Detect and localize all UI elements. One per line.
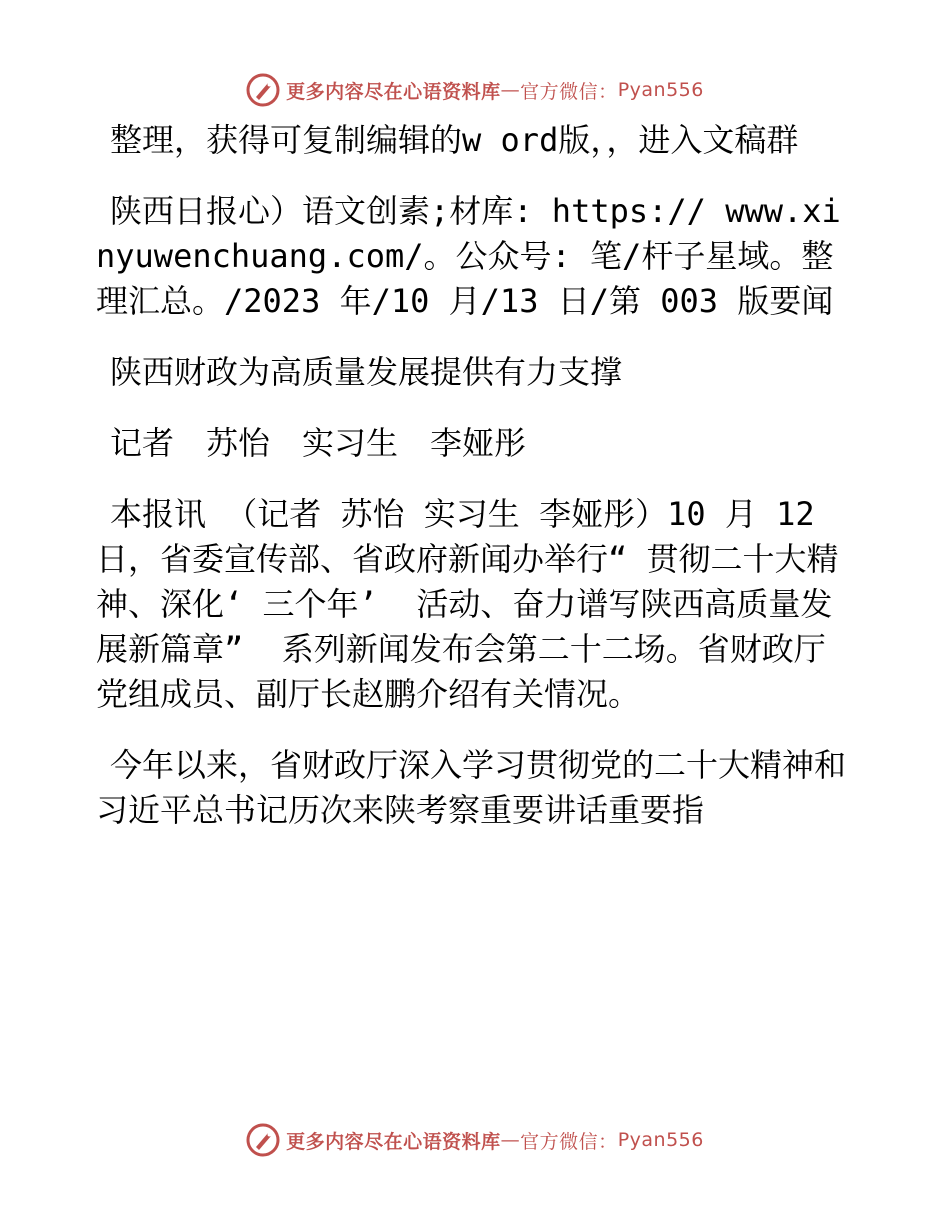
document-body [96,118,856,859]
paragraph-source: 陕西日报心）语文创素;材库: https:// www.xinyuwenchuang.com/。公众号: 笔/杆子星域。整理汇总。/2023 年/10 月/13 日/第 003 版要闻 [96,192,841,320]
article-headline: 陕西财政为高质量发展提供有力支撑 [110,353,623,391]
article-paragraph-2: 今年以来，省财政厅深入学习贯彻党的二十大精神和习近平总书记历次来陕考察重要讲话重要指 [96,746,847,829]
banner-separator: — [500,79,521,101]
pen-nib-logo-icon [246,1123,280,1157]
banner-wechat-label: 官方微信： [520,80,618,103]
pen-nib-logo-icon [246,73,280,107]
banner-brand-text: 更多内容尽在心语资料库 [286,80,501,103]
banner-wechat-id: Pyan556 [617,79,704,101]
banner-wechat-id: Pyan556 [617,1129,704,1151]
footer-banner [0,1120,950,1160]
header-banner [0,70,950,110]
article-paragraph-1: 本报讯 （记者 苏怡 实习生 李娅彤）10 月 12 日，省委宣传部、省政府新闻办举行“ 贯彻二十大精神、深化‘ 三个年’ 活动、奋力谱写陕西高质量发展新篇章” 系列新闻发布会第二十二场。省财政厅党组成员、副厅长赵鹏介绍有关情况。 [96,495,839,713]
banner-separator: — [500,1129,521,1151]
banner-wechat-label: 官方微信： [520,1130,618,1153]
paragraph-intro: 整理，获得可复制编辑的w ord版，，进入文稿群 [110,121,799,159]
banner-brand-text: 更多内容尽在心语资料库 [286,1130,501,1153]
article-byline: 记者 苏怡 实习生 李娅彤 [110,424,527,462]
